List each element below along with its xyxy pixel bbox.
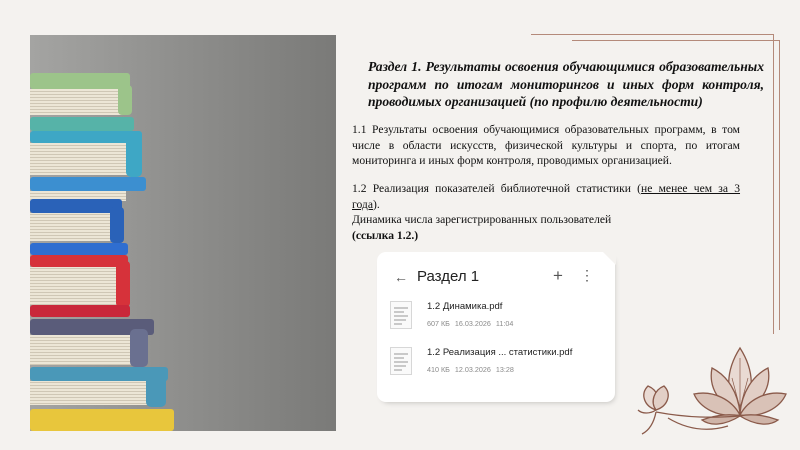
pdf-thumbnail-icon: [390, 347, 412, 375]
file-meta: [427, 365, 519, 374]
decorative-line: [531, 34, 774, 35]
paragraph-1-2: [352, 181, 740, 243]
file-panel: [380, 255, 612, 399]
paragraph-1-2-underlined: не менее чем за 3 года: [352, 182, 741, 211]
file-name: 1.2 Динамика.pdf: [427, 301, 503, 312]
card-corner-fold: [602, 251, 616, 265]
file-name: 1.2 Реализация ... статистики.pdf: [427, 347, 573, 358]
file-item[interactable]: [390, 299, 600, 335]
file-item[interactable]: [390, 345, 600, 381]
paragraph-1-1: 1.1 Результаты освоения обучающимися образовательных программ, в том числе в области искусств, физической культуры и спорта, по итогам мониторинга и иных форм контроля, проводимых организацией.: [352, 123, 740, 168]
paragraph-dynamics: Динамика числа зарегистрированных пользователей: [352, 213, 612, 227]
file-date: 12.03.2026: [454, 365, 491, 374]
books-stack-image: [30, 35, 336, 431]
more-vertical-icon[interactable]: ⋮: [580, 267, 594, 283]
reference-link[interactable]: (ссылка 1.2.): [352, 228, 419, 242]
file-time: 11:04: [495, 319, 514, 328]
file-size: 607 КБ: [427, 319, 450, 328]
file-meta: [427, 319, 518, 328]
decorative-line: [572, 40, 780, 41]
file-time: 13:28: [495, 365, 514, 374]
paragraph-1-2-suffix: ).: [372, 197, 380, 211]
arrow-left-icon[interactable]: ←: [394, 269, 408, 285]
file-panel-title: Раздел 1: [417, 268, 480, 285]
decorative-line: [779, 40, 780, 330]
paragraph-1-2-prefix: 1.2 Реализация показателей библиотечной статистики (: [352, 182, 642, 195]
file-date: 16.03.2026: [454, 319, 491, 328]
plus-icon[interactable]: +: [553, 266, 563, 285]
lotus-flower-icon: [628, 318, 798, 438]
pdf-thumbnail-icon: [390, 301, 412, 329]
section-heading: Раздел 1. Результаты освоения обучающимися образовательных программ по итогам мониторингов и иных форм контроля, проводимых организацией (по профилю деятельности): [368, 59, 764, 109]
file-size: 410 КБ: [427, 365, 450, 374]
file-panel-header: [380, 267, 612, 289]
decorative-line: [773, 34, 774, 334]
